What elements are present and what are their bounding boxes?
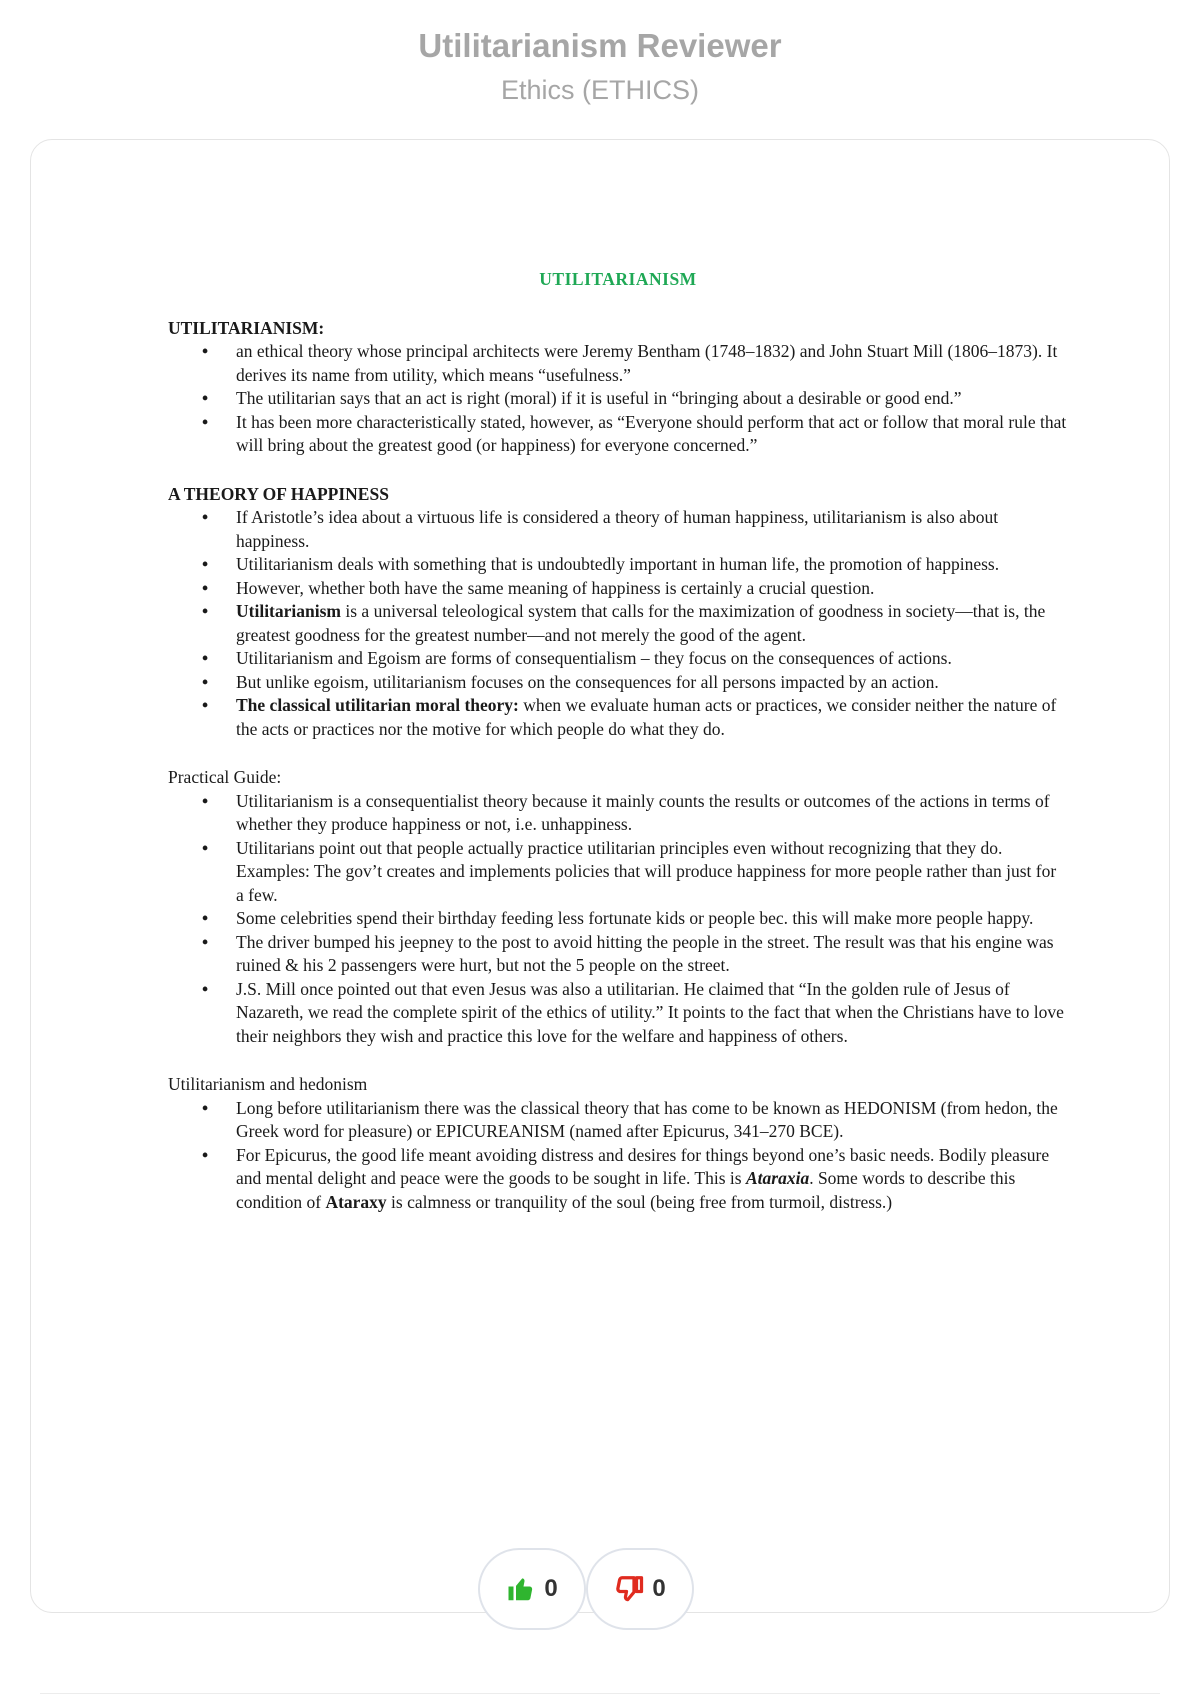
list-item-text: However, whether both have the same meaning of happiness is certainly a crucial question. xyxy=(236,577,875,598)
list-item xyxy=(236,553,1068,577)
upvote-button[interactable] xyxy=(478,1548,586,1630)
bullet-list xyxy=(168,340,1068,458)
thumbs-up-icon xyxy=(506,1574,536,1604)
upvote-count: 0 xyxy=(544,1575,558,1602)
section-heading: Utilitarianism and hedonism xyxy=(168,1074,368,1094)
list-item xyxy=(236,340,1068,387)
thumbs-down-icon xyxy=(614,1574,644,1604)
emphasis-text: Ataraxy xyxy=(325,1191,387,1212)
list-item-text: Long before utilitarianism there was the classical theory that has come to be known as HEDONISM (from hedon, the Greek word for pleasure) or EPICUREANISM (named after Epicurus, 341–270 BCE). xyxy=(236,1097,1058,1141)
document-body xyxy=(168,268,1068,1239)
emphasis-text: Utilitarianism xyxy=(236,601,341,621)
bullet-list xyxy=(168,790,1068,1049)
list-item xyxy=(236,387,1068,411)
list-item-text: For Epicurus, the good life meant avoiding distress and desires for things beyond one’s basic needs. Bodily pleasure and mental delight and peace were the goods to be sought in life. This is xyxy=(236,1144,1050,1188)
vote-bar xyxy=(478,1548,702,1630)
list-item-text: Utilitarianism deals with something that is undoubtedly important in human life, the promotion of happiness. xyxy=(236,554,1000,574)
emphasis-text: The classical utilitarian moral theory: xyxy=(236,695,519,715)
section-heading: UTILITARIANISM: xyxy=(168,317,325,338)
list-item-text: is calmness or tranquility of the soul (being free from turmoil, distress.) xyxy=(386,1191,893,1212)
list-item xyxy=(236,1144,1068,1215)
list-item-text: The driver bumped his jeepney to the post to avoid hitting the people in the street. The result was that his engine was ruined & his 2 passengers were hurt, but not the 5 people on the street. xyxy=(236,931,1054,975)
list-item xyxy=(236,600,1068,647)
list-item-text: But unlike egoism, utilitarianism focuses on the consequences for all persons impacted by an action. xyxy=(236,671,939,692)
list-item xyxy=(236,978,1068,1049)
document-section xyxy=(168,766,1068,1048)
bullet-list xyxy=(168,506,1068,741)
list-item xyxy=(236,694,1068,741)
list-item-text: is a universal teleological system that calls for the maximization of goodness in society—that is, the greatest goodness for the greatest number—and not merely the good of the agent. xyxy=(236,601,1046,645)
section-heading: Practical Guide: xyxy=(168,767,282,787)
document-section xyxy=(168,317,1068,458)
page-subtitle: Ethics (ETHICS) xyxy=(500,75,700,105)
list-item-text: when we evaluate human acts or practices, we consider neither the nature of the acts or practices nor the motive for which people do what they do. xyxy=(236,695,1057,739)
list-item-text: Utilitarianism is a consequentialist theory because it mainly counts the results or outcomes of the actions in terms of whether they produce happiness or not, i.e. unhappiness. xyxy=(236,790,1050,834)
document-section xyxy=(168,483,1068,742)
list-item xyxy=(236,506,1068,553)
list-item xyxy=(236,931,1068,978)
list-item xyxy=(236,907,1068,931)
downvote-count: 0 xyxy=(652,1575,666,1602)
list-item xyxy=(236,1097,1068,1144)
document-section xyxy=(168,1073,1068,1214)
list-item xyxy=(236,790,1068,837)
page-title: Utilitarianism Reviewer xyxy=(418,27,782,64)
downvote-button[interactable] xyxy=(586,1548,694,1630)
list-item xyxy=(236,577,1068,601)
list-item-text: Utilitarianism and Egoism are forms of consequentialism – they focus on the consequences of actions. xyxy=(236,648,952,668)
page-header xyxy=(0,22,1200,110)
list-item-text: If Aristotle’s idea about a virtuous life is considered a theory of human happiness, utilitarianism is also about happiness. xyxy=(236,507,999,551)
document-sections xyxy=(168,317,1068,1215)
document-title: UTILITARIANISM xyxy=(539,269,697,289)
section-heading: A THEORY OF HAPPINESS xyxy=(168,483,389,504)
list-item xyxy=(236,647,1068,671)
list-item-text: It has been more characteristically stated, however, as “Everyone should perform that act or follow that moral rule that will bring about the greatest good (or happiness) for everyone concerned.” xyxy=(236,411,1067,455)
list-item-text: The utilitarian says that an act is right (moral) if it is useful in “bringing about a desirable or good end.” xyxy=(236,388,962,408)
list-item-text: J.S. Mill once pointed out that even Jesus was also a utilitarian. He claimed that “In the golden rule of Jesus of Nazareth, we read the complete spirit of the ethics of utility.” It points to the fact that when the Christians have to love their neighbors they wish and practice this love for the welfare and happiness of others. xyxy=(236,978,1064,1046)
list-item-text: . Some words to describe this condition of xyxy=(236,1168,1016,1212)
footer-divider xyxy=(40,1693,1160,1694)
list-item-text: an ethical theory whose principal architects were Jeremy Bentham (1748–1832) and John Stuart Mill (1806–1873). It derives its name from utility, which means “usefulness.” xyxy=(236,341,1058,385)
list-item-text: Utilitarians point out that people actually practice utilitarian principles even without recognizing that they do. Examples: The gov’t creates and implements policies that will produce happiness for more people rather than just for a few. xyxy=(236,837,1057,905)
list-item xyxy=(236,671,1068,695)
emphasis-text: Ataraxia xyxy=(745,1168,810,1188)
bullet-list xyxy=(168,1097,1068,1215)
list-item xyxy=(236,411,1068,458)
list-item-text: Some celebrities spend their birthday feeding less fortunate kids or people bec. this will make more people happy. xyxy=(236,908,1034,928)
list-item xyxy=(236,837,1068,908)
